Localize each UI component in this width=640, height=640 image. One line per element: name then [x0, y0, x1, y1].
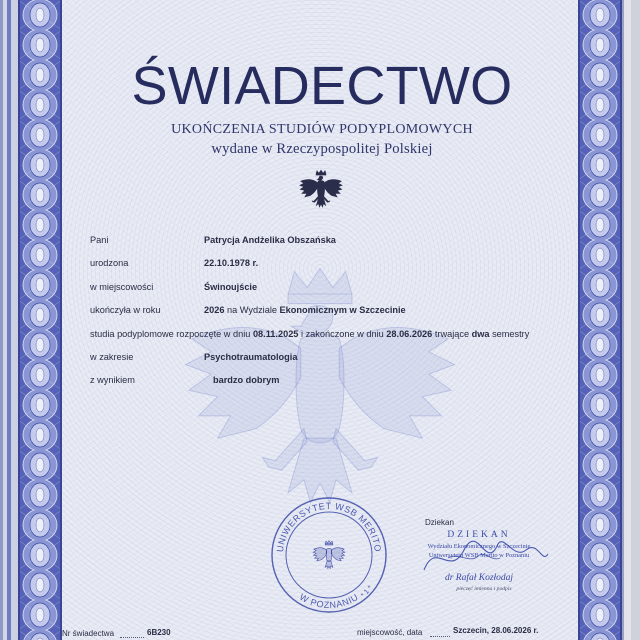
stamp-top-text: UNIWERSYTET WSB MERITO [275, 500, 384, 553]
studies-start-text: studia podyplomowe rozpoczęte w dniu [90, 329, 251, 339]
birth-date: 22.10.1978 r. [204, 258, 259, 268]
duration-prefix: trwające [434, 329, 470, 339]
completion-line [204, 304, 406, 316]
dean-stamp-title: DZIEKAN [447, 530, 511, 540]
studies-period-line [90, 328, 529, 340]
end-date: 28.06.2026 [386, 329, 433, 339]
dean-label: Dziekan [425, 518, 454, 527]
dean-caption: pieczęć imienna i podpis [456, 586, 512, 592]
certificate-subtitle: UKOŃCZENIA STUDIÓW PODYPLOMOWYCH [171, 122, 473, 137]
scope-label: w zakresie [90, 352, 134, 362]
scope-value: Psychotraumatologia [204, 352, 298, 362]
result-label: z wynikiem [90, 375, 135, 385]
place-label: w miejscowości [90, 282, 154, 292]
certificate-number: 6B230 [147, 628, 171, 637]
birth-place: Świnoujście [204, 282, 258, 292]
dean-stamp-line-2: Uniwersytetu WSB Merito w Poznaniu [428, 552, 530, 559]
issued-in-line: wydane w Rzeczypospolitej Polskiej [211, 141, 433, 157]
number-leader [120, 637, 144, 638]
completed-label: ukończyła w roku [90, 305, 161, 315]
stamp-bottom-text: W POZNANIU [297, 591, 361, 611]
certificate-title: ŚWIADECTWO [131, 56, 513, 116]
place-date-value: Szczecin, 28.06.2026 r. [453, 626, 539, 635]
faculty-prefix: na Wydziale [227, 305, 277, 315]
university-round-stamp [269, 495, 389, 615]
stamp-eagle-icon [313, 541, 345, 569]
place-date-leader [430, 636, 450, 637]
dean-name: dr Rafał Kozłodaj [444, 573, 514, 583]
studies-end-text: i zakończone w dniu [300, 329, 384, 339]
dean-stamp-line-1: Wydziału Ekonomicznego w Szczecinie [427, 543, 531, 550]
born-label: urodzona [90, 258, 129, 268]
duration-unit: semestry [492, 329, 530, 339]
start-date: 08.11.2025 [252, 329, 299, 339]
eagle-watermark-icon [160, 262, 480, 512]
place-date-label: miejscowość, data [357, 628, 423, 637]
holder-name: Patrycja Andżelika Obszańska [204, 235, 336, 245]
faculty-name: Ekonomicznym w Szczecinie [279, 305, 406, 315]
duration-value: dwa [471, 329, 490, 339]
stamp-number-mark: * 1 * [359, 584, 374, 600]
salutation-label: Pani [90, 235, 109, 245]
certificate-number-label: Nr świadectwa [62, 629, 115, 638]
eagle-emblem-icon [298, 165, 344, 213]
result-value: bardzo dobrym [213, 375, 280, 385]
completed-year: 2026 [204, 305, 225, 315]
